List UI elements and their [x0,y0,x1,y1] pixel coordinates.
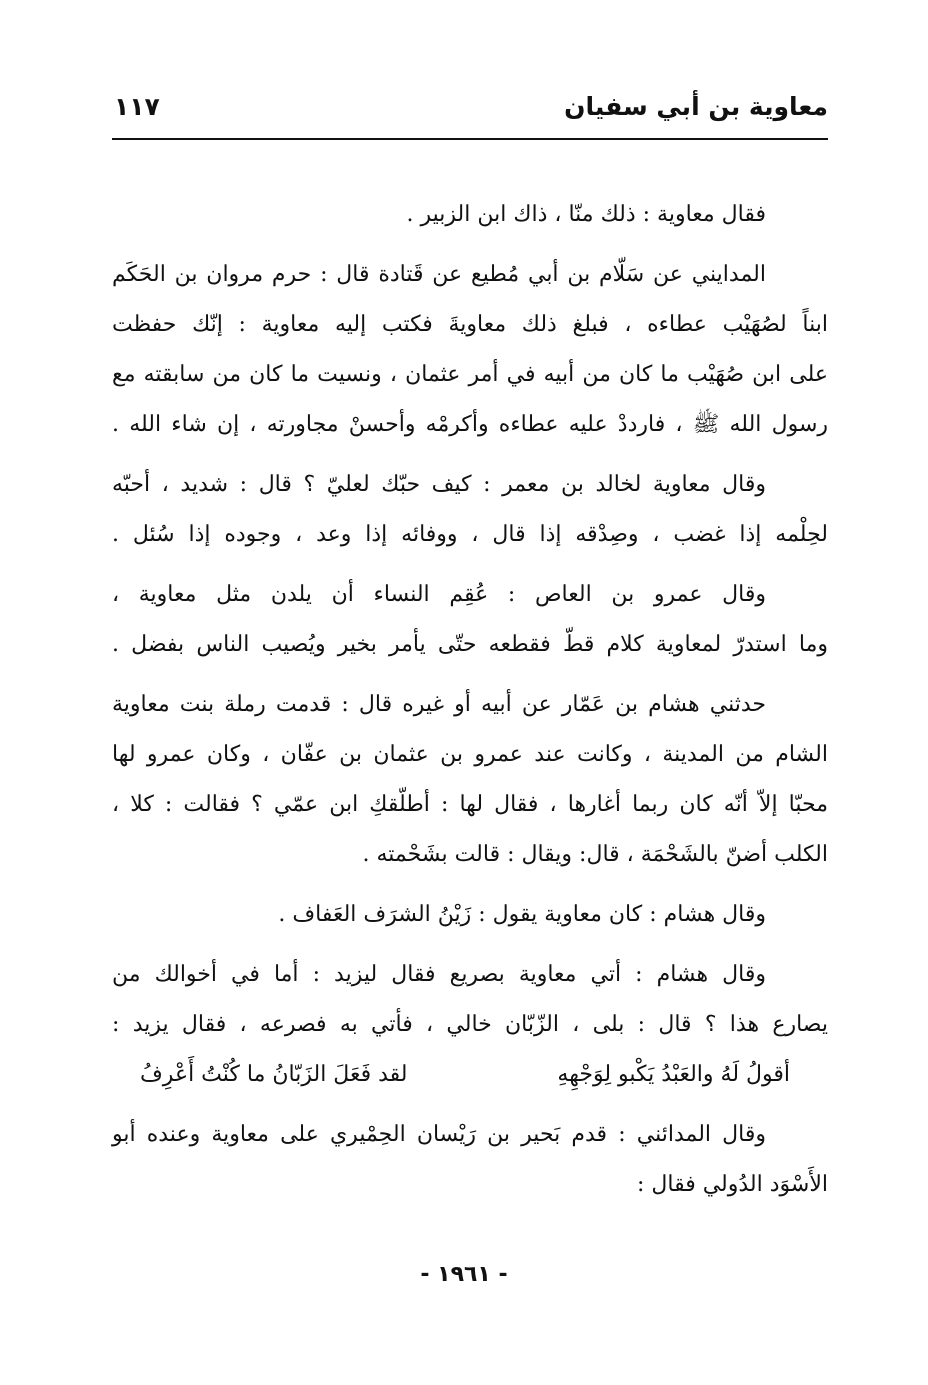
page-footer-marker: - ١٩٦١ - [420,1262,508,1287]
page-body [112,190,828,1220]
text-line: الكلب أضنّ بالشَحْمَة ، قال: ويقال : قالت بشَحْمته . [362,842,828,867]
page-number: ١١٧ [114,92,160,121]
paragraph [112,570,828,670]
paragraph [112,250,828,450]
paragraph [112,680,828,880]
paragraph [112,1110,828,1210]
verse-first-hemistich: أقولُ لَهُ والعَبْدُ يَكْبو لِوَجْهِهِ [557,1062,790,1087]
text-line: وقال هشام : كان معاوية يقول : زَيْنُ الشرَف العَفاف . [278,902,766,927]
text-line: يصارع هذا ؟ قال : بلى ، الزّبّان خالي ، فأتي به فصرعه ، فقال يزيد : [112,1012,828,1037]
text-line: وقال المدائني : قدم بَحير بن رَيْسان الحِمْيري على معاوية وعنده أبو [112,1122,766,1147]
poetry-verse [112,1050,828,1100]
text-line: حدثني هشام بن عَمّار عن أبيه أو غيره قال : قدمت رملة بنت معاوية [112,692,766,717]
text-line: وقال عمرو بن العاص : عُقِم النساء أن يلدن مثل معاوية ، [112,582,766,607]
verse-second-hemistich: لقد فَعَلَ الزَبّانُ ما كُنْتُ أَعْرِفُ [140,1062,408,1087]
text-line: الشام من المدينة ، وكانت عند عمرو بن عثمان بن عفّان ، وكان عمرو لها [112,742,828,767]
paragraph [112,190,828,240]
text-line: وما استدرّ لمعاوية كلام قطّ فقطعه حتّى يأمر بخير ويُصيب الناس بفضل . [112,632,828,657]
running-header [112,88,828,140]
text-line: وقال معاوية لخالد بن معمر : كيف حبّك لعليّ ؟ قال : شديد ، أحبّه [112,472,766,497]
text-line: رسول الله ﷺ ، فارددْ عليه عطاءه وأكرمْه وأحسنْ مجاورته ، إن شاء الله . [112,412,828,437]
text-line: ابناً لصُهَيْب عطاءه ، فبلغ ذلك معاويةَ فكتب إليه معاوية : إنّك حفظت [112,312,828,337]
chapter-title: معاوية بن أبي سفيان [564,92,828,121]
text-line: الأَسْوَد الدُولي فقال : [636,1172,828,1197]
text-line: وقال هشام : أتي معاوية بصريع فقال ليزيد : أما في أخوالك من [112,962,766,987]
paragraph [112,950,828,1100]
text-line: محبّا إلاّ أنّه كان ربما أغارها ، فقال لها : أطلّقكِ ابن عمّي ؟ فقالت : كلا ، [112,792,828,817]
text-line: على ابن صُهَيْب ما كان من أبيه في أمر عثمان ، ونسيت ما كان من سابقته مع [112,362,828,387]
paragraph [112,460,828,560]
paragraph [112,890,828,940]
text-line: المدايني عن سَلّام بن أبي مُطيع عن قَتادة قال : حرم مروان بن الحَكَم [112,262,766,287]
text-line: لحِلْمه إذا غضب ، وصِدْقه إذا قال ، ووفائه إذا وعد ، وجوده إذا سُئل . [112,522,828,547]
text-line: فقال معاوية : ذلك منّا ، ذاك ابن الزبير . [406,202,766,227]
